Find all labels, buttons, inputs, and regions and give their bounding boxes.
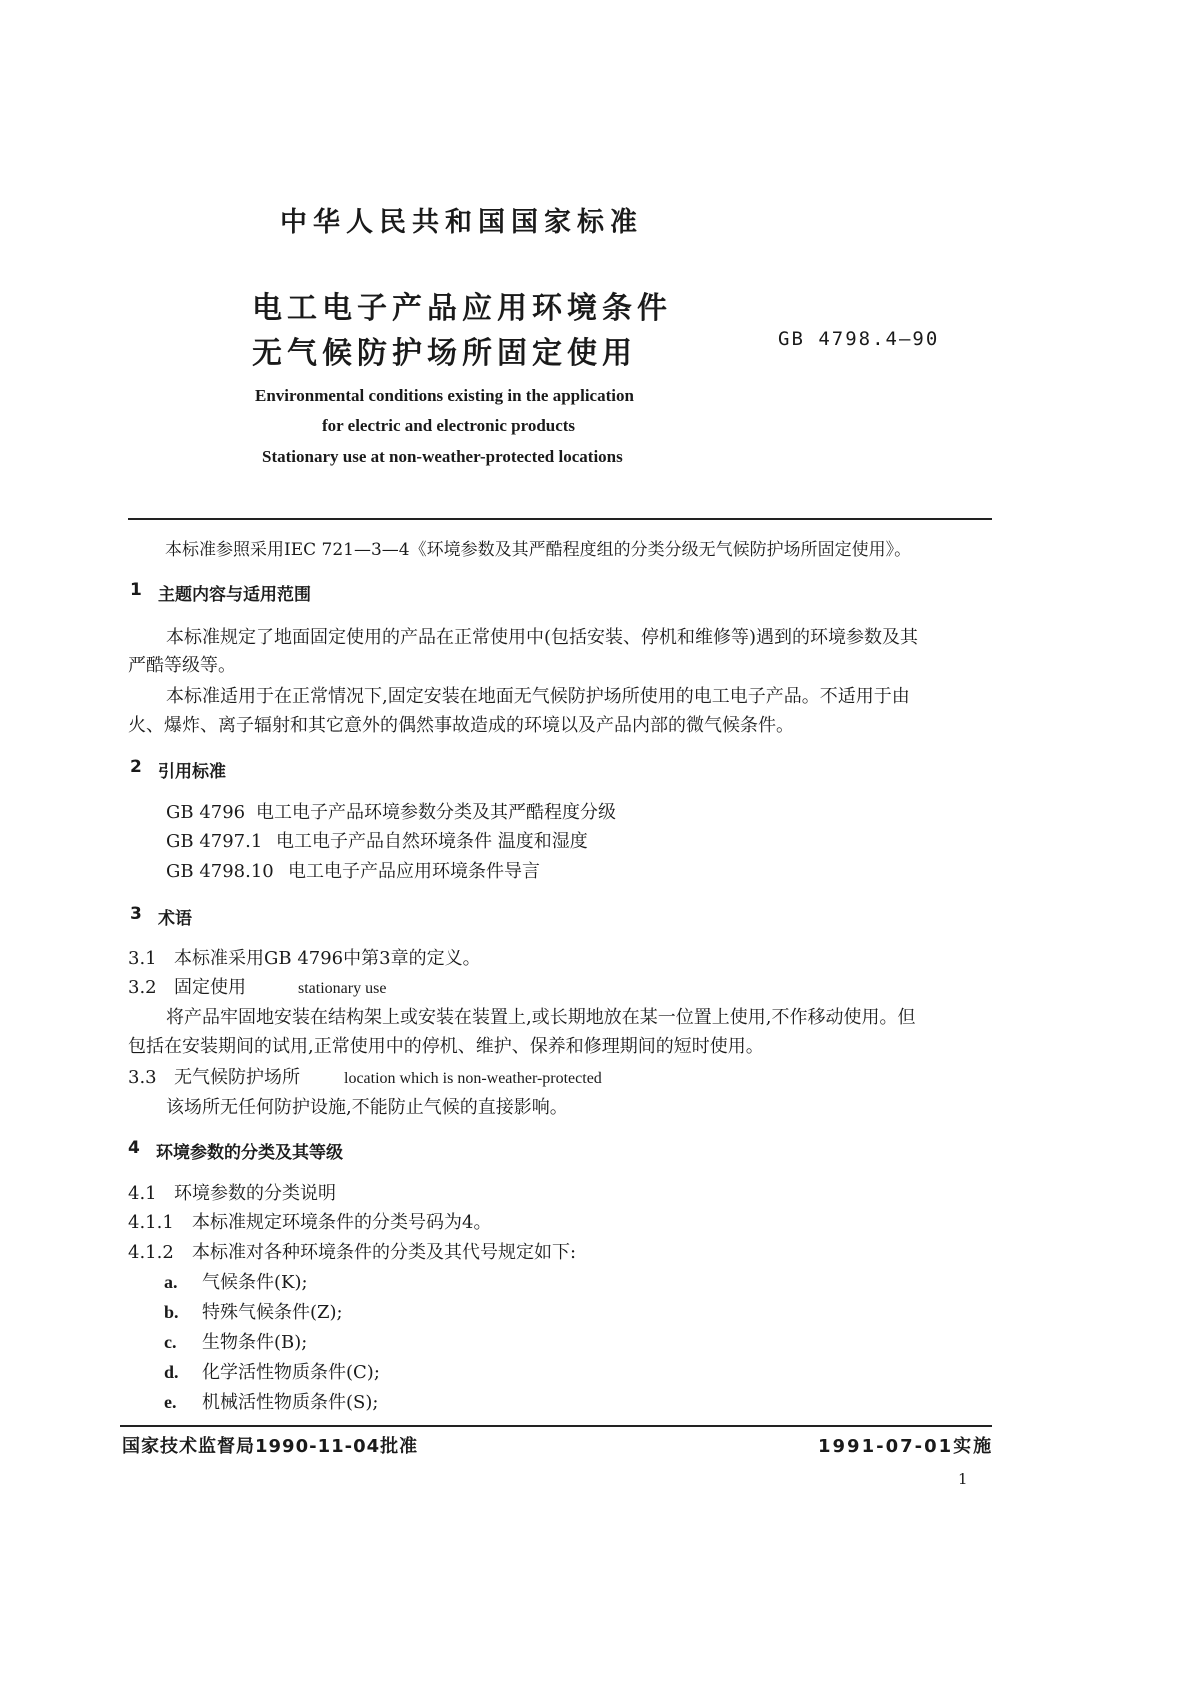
clause-text: 本标准规定环境条件的分类号码为4。 — [192, 1212, 492, 1233]
list-item-label: b. — [164, 1302, 179, 1322]
clause-number: 3.3 — [128, 1067, 157, 1088]
list-item-label: c. — [164, 1332, 177, 1352]
reference-item — [166, 856, 540, 888]
section-1-p1-line1: 本标准规定了地面固定使用的产品在正常使用中(包括安装、停机和维修等)遇到的环境参数及其 — [166, 627, 919, 648]
reference-code: GB 4796 — [166, 802, 246, 823]
intro-paragraph: 本标准参照采用IEC 721—3—4《环境参数及其严酷程度组的分类分级无气候防护场所固定使用》。 — [165, 540, 912, 560]
section-3-title: 术语 — [158, 909, 192, 929]
list-item-label: d. — [164, 1362, 179, 1382]
title-en-line3: Stationary use at non-weather-protected locations — [262, 447, 623, 466]
clause-3-2-line2: 包括在安装期间的试用,正常使用中的停机、维护、保养和修理期间的短时使用。 — [128, 1036, 764, 1057]
page-number: 1 — [958, 1470, 968, 1488]
title-en-line1: Environmental conditions existing in the application — [255, 386, 634, 405]
list-item-label: a. — [164, 1272, 178, 1292]
section-1-p1-line2: 严酷等级等。 — [128, 655, 236, 676]
section-1-p2-line1: 本标准适用于在正常情况下,固定安装在地面无气候防护场所使用的电工电子产品。不适用于由 — [166, 686, 910, 707]
reference-title: 电工电子产品应用环境条件导言 — [288, 861, 540, 882]
reference-item — [166, 797, 616, 829]
list-item-text: 气候条件(K); — [202, 1272, 308, 1293]
clause-4-1-2 — [128, 1237, 576, 1269]
list-item-text: 生物条件(B); — [202, 1332, 308, 1353]
clause-number: 3.2 — [128, 977, 157, 998]
list-item — [164, 1326, 307, 1359]
list-item-label: e. — [164, 1392, 177, 1412]
clause-3-1 — [128, 943, 481, 975]
clause-term-en: stationary use — [298, 980, 387, 997]
reference-code: GB 4798.10 — [166, 861, 274, 882]
clause-number: 3.1 — [128, 948, 157, 969]
clause-4-1-1 — [128, 1207, 491, 1239]
section-1-number: 1 — [130, 580, 142, 600]
list-item — [164, 1356, 380, 1389]
effective-date: 1991-07-01实施 — [818, 1436, 994, 1457]
section-1-p2-line2: 火、爆炸、离子辐射和其它意外的偶然事故造成的环境以及产品内部的微气候条件。 — [128, 715, 794, 736]
reference-item — [166, 826, 588, 858]
title-cn-line1: 电工电子产品应用环境条件 — [252, 291, 672, 326]
clause-3-2 — [128, 972, 386, 1005]
list-item — [164, 1296, 343, 1329]
clause-number: 4.1.2 — [128, 1242, 174, 1263]
standard-code: GB 4798.4—90 — [778, 328, 940, 350]
list-item — [164, 1266, 308, 1299]
section-3-number: 3 — [130, 904, 142, 924]
clause-text: 本标准采用GB 4796中第3章的定义。 — [174, 948, 481, 969]
section-1-title: 主题内容与适用范围 — [158, 585, 311, 605]
clause-text: 环境参数的分类说明 — [174, 1183, 336, 1204]
list-item-text: 机械活性物质条件(S); — [202, 1392, 379, 1413]
section-2-title: 引用标准 — [158, 762, 226, 782]
list-item-text: 化学活性物质条件(C); — [202, 1362, 380, 1383]
reference-title: 电工电子产品环境参数分类及其严酷程度分级 — [256, 802, 616, 823]
section-4-number: 4 — [128, 1138, 140, 1158]
title-en-line2: for electric and electronic products — [322, 416, 576, 435]
clause-3-3 — [128, 1062, 602, 1095]
top-rule — [128, 518, 992, 520]
clause-3-2-line1: 将产品牢固地安装在结构架上或安装在装置上,或长期地放在某一位置上使用,不作移动使用。但 — [166, 1007, 916, 1028]
section-2-number: 2 — [130, 757, 142, 777]
clause-number: 4.1.1 — [128, 1212, 174, 1233]
title-cn-line2: 无气候防护场所固定使用 — [252, 336, 637, 371]
section-4-title: 环境参数的分类及其等级 — [156, 1143, 343, 1163]
list-item — [164, 1386, 378, 1419]
bottom-rule — [120, 1425, 992, 1427]
clause-text: 本标准对各种环境条件的分类及其代号规定如下: — [192, 1242, 577, 1263]
clause-term: 无气候防护场所 — [174, 1067, 300, 1088]
clause-term: 固定使用 — [174, 977, 246, 998]
clause-4-1 — [128, 1178, 336, 1210]
clause-number: 4.1 — [128, 1183, 157, 1204]
reference-title: 电工电子产品自然环境条件 温度和湿度 — [276, 831, 588, 852]
national-standard-heading: 中华人民共和国国家标准 — [280, 207, 643, 238]
reference-code: GB 4797.1 — [166, 831, 263, 852]
clause-term-en: location which is non-weather-protected — [344, 1070, 602, 1087]
clause-3-3-text: 该场所无任何防护设施,不能防止气候的直接影响。 — [166, 1097, 568, 1118]
approval-date: 国家技术监督局1990-11-04批准 — [122, 1436, 419, 1457]
list-item-text: 特殊气候条件(Z); — [202, 1302, 343, 1323]
